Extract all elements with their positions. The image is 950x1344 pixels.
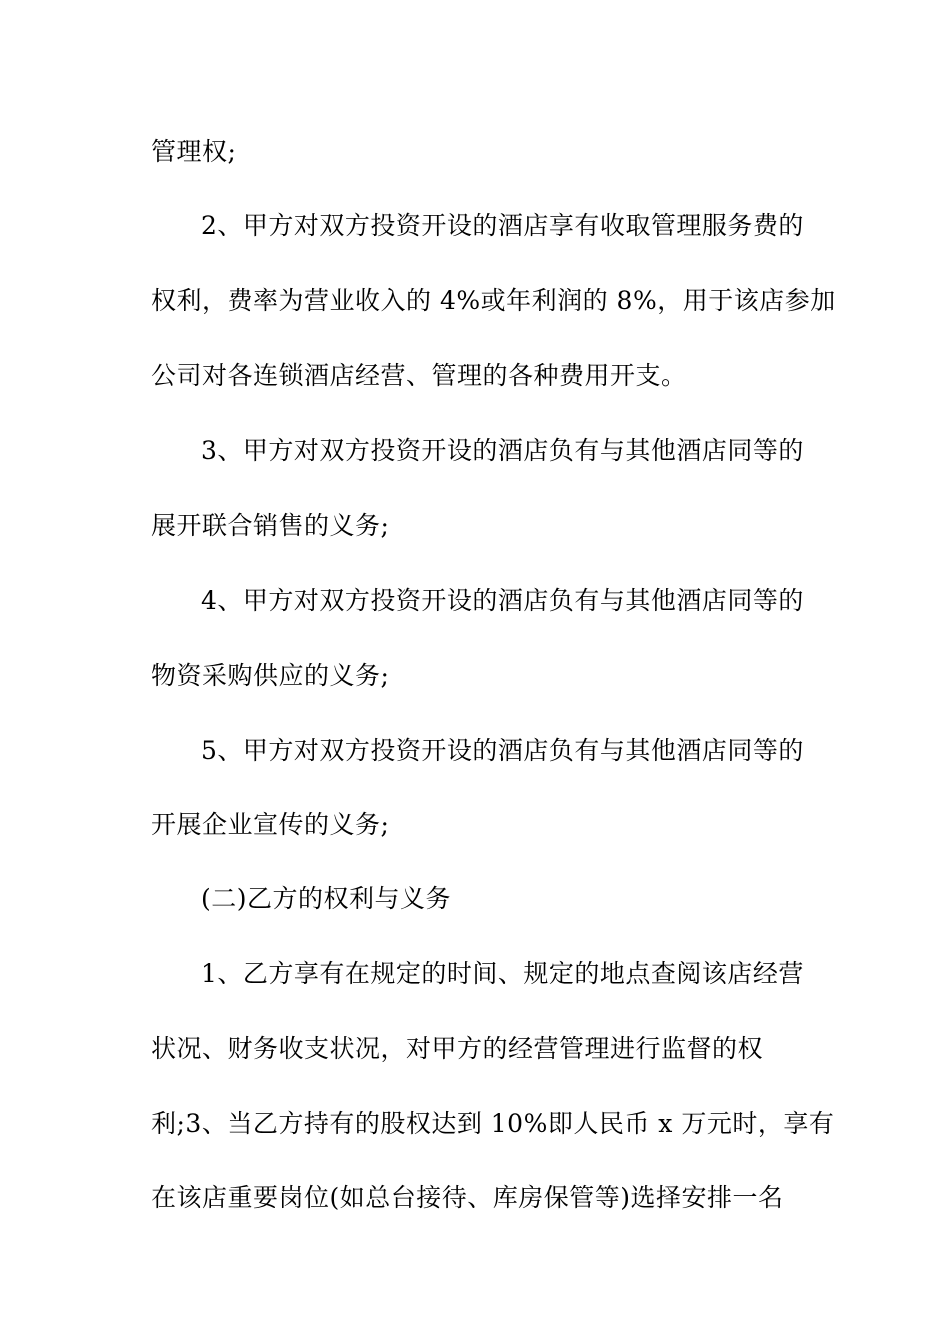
text-line: 状况、财务收支状况，对甲方的经营管理进行监督的权 (151, 1034, 764, 1063)
text-line: 3、甲方对双方投资开设的酒店负有与其他酒店同等的 (201, 436, 804, 465)
text-line: 开展企业宣传的义务; (151, 810, 390, 839)
text-line: 2、甲方对双方投资开设的酒店享有收取管理服务费的 (201, 211, 804, 240)
text-line: 物资采购供应的义务; (151, 661, 390, 690)
section-heading: (二)乙方的权利与义务 (201, 884, 452, 913)
text-line: 权利，费率为营业收入的 4%或年利润的 8%，用于该店参加 (151, 286, 836, 315)
text-line: 公司对各连锁酒店经营、管理的各种费用开支。 (151, 361, 687, 390)
text-line: 利;3、当乙方持有的股权达到 10%即人民币 x 万元时，享有 (151, 1109, 835, 1138)
text-line: 4、甲方对双方投资开设的酒店负有与其他酒店同等的 (201, 586, 804, 615)
text-line: 5、甲方对双方投资开设的酒店负有与其他酒店同等的 (201, 736, 804, 765)
text-line: 1、乙方享有在规定的时间、规定的地点查阅该店经营 (201, 959, 804, 988)
text-line: 展开联合销售的义务; (151, 511, 390, 540)
text-line: 管理权; (151, 137, 237, 166)
text-line: 在该店重要岗位(如总台接待、库房保管等)选择安排一名 (151, 1183, 784, 1212)
